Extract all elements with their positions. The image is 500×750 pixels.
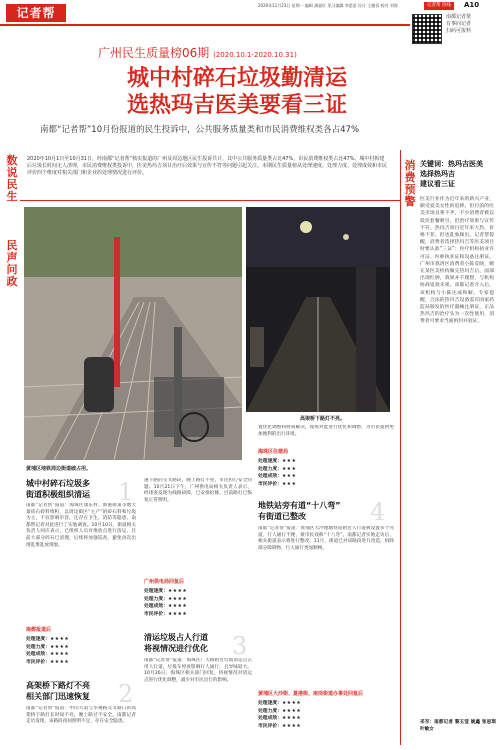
qr-caption-line: 南都记者帮: [446, 14, 472, 20]
rating-row: 处理力度：★★★★: [258, 708, 302, 714]
title-line: 清运垃圾占人行道: [144, 633, 208, 642]
rating-row: 处理速度：★★★★: [258, 701, 302, 706]
right-article-byline: 采写：南都记者 黎玉莹 姚鑫 张思琪 叶敏女: [420, 720, 496, 732]
article-2-continued: 速千路的交叉路段，晚上路灯不亮，市民担心安全问题。10月21日下午，广州供电局相关负责人表示，经排查发现为线路故障，已安排抢修，目前路灯已恢复正常照明。: [144, 478, 252, 503]
title-line: 相关部门迅速恢复: [26, 692, 90, 701]
rating-row: 处理成效：★★★★: [144, 604, 188, 610]
side-label-data: 数说民生: [6, 154, 18, 203]
title-line: 关键词：热玛吉医美: [420, 160, 483, 168]
qr-caption: [446, 14, 496, 35]
rating-row: 市民评价：★★★★: [258, 723, 302, 729]
rating-row: 市民评价：★★★: [258, 481, 297, 487]
top-rule: [0, 24, 410, 26]
edition-tag: 记者帮 热线: [424, 2, 454, 10]
masthead-meta: 2020年11月23日 星期一 编辑 潘福红 见习编辑 李思思 设计 王婕蓉 校对 刘海: [258, 3, 398, 8]
article-3-sub: 海珠区住建局: [258, 449, 289, 455]
photo-caption-left: 黄埔区地铁周边街道破占用。: [26, 466, 92, 472]
side-label-consumer: 消费预警: [404, 159, 416, 208]
title-line: 城中村碎石垃圾多: [26, 479, 90, 488]
page-number: A10: [464, 1, 480, 9]
article-1-sub: 南都报道后: [26, 627, 52, 633]
article-1-body: 南都“记者帮”报道：海珠区康乐村、新港街道等地大量砖石碎料堆积，以周边街区“主产”的碎石料和垃圾为主，不仅影响市容，还存在卫生、消防等隐患。南都帮记者对此进行了实地调查。10月10日，街道相关负责人回应表示，已组织人员对堆放点进行清运，目前大部分碎石已清理，后续将加强巡查，避免再次出现乱堆乱放现象。: [26, 503, 136, 548]
rating-row: 市民评价：★★★★: [144, 611, 188, 617]
article-3-number: 3: [232, 632, 248, 660]
rating-row: 处理力度：★★★: [258, 466, 297, 472]
feature-kicker: [98, 44, 297, 61]
side-label-voice: 民声问政: [6, 239, 18, 288]
title-line: 地铁站旁有道“十八弯”: [258, 501, 341, 510]
rating-row: 处理成效：★★★★: [26, 652, 70, 658]
headline-line-2: 选热玛吉医美要看三证: [126, 93, 347, 118]
kicker-text: 广州民生质量榜06期: [98, 46, 210, 60]
article-4-ratings: [258, 700, 301, 730]
article-3-continued: 置优化调整和协商解决，现场对此进行优化和调整，为市民提供更加便利的出行环境。: [258, 425, 394, 437]
rating-row: 处理力度：★★★★: [26, 644, 70, 650]
article-4-number: 4: [370, 498, 386, 526]
article-3-body: 南都“记者帮”报道：海珠区广大路附近垃圾清运点占用人行道，垃圾车停放影响行人通行，且异味较大。10月26日，海珠区相关部门回复，将视情况对清运点进行优化调整，减少对市民出行的影响。: [144, 658, 252, 683]
article-2-ratings: [144, 588, 187, 618]
title-line: 将视情况进行优化: [144, 644, 208, 653]
article-2-number: 2: [118, 680, 134, 708]
column-rule: [400, 150, 401, 745]
feature-lead: 2020年10月1日至10月31日，经南都“记者帮”核实报道的广州及周边地区民生投诉共计，其中公共服务质量类占比47%，市民消费维权类占比47%。城中村拆建后垃圾长时间无人清理，市民消费维权类投诉中，医美热玛吉项目治疗后效果与宣传不符等问题引起关注。本期民生质量榜从处理速度、处理力度、处理成效和市民评价四个维度对相关部门和企业的处理情况进行评价。: [27, 156, 388, 176]
title-line: 街道积极组织清运: [26, 490, 90, 499]
rating-row: 市民评价：★★★★: [26, 659, 70, 665]
rating-row: 处理速度：★★★★: [144, 589, 188, 594]
rating-row: 处理成效：★★★★: [258, 716, 302, 722]
rating-row: 处理速度：★★★★: [26, 637, 70, 642]
divider: [20, 200, 400, 201]
title-line: 高架桥下路灯不亮: [26, 681, 90, 690]
title-line: 建议看三证: [420, 180, 455, 188]
feature-headline: [72, 65, 402, 119]
title-line: 有街道已整改: [258, 512, 306, 521]
brand-logo: 记者帮: [6, 4, 66, 22]
kicker-period: (2020.10.1-2020.10.31): [213, 51, 297, 59]
qr-code-icon[interactable]: [412, 14, 442, 44]
article-2-body: 南都“记者帮”报道：中山大道与华观路交叉路口的高架桥下路灯长时间不亮，晚上路过不安全。南都记者走访发现，该路段夜间照明不足，存在安全隐患。: [26, 706, 136, 725]
photo-caption-right: 高架桥下路灯不亮。: [300, 416, 346, 422]
feature-subhead: 南都“记者帮”10月份报道的民生投诉中，公共服务质量类和市民消费维权类各占47%: [40, 125, 360, 135]
photo-sidewalk: [24, 207, 242, 460]
article-1-ratings: [26, 636, 69, 666]
qr-caption-line: 扫码可报料: [446, 28, 472, 34]
article-4-body: 南都“记者帮”报道：黄埔区大沙地地铁站附近人行道被设置多个弯道，行人通行不便，被市民戏称“十八弯”。南都记者实地走访后，相关街道表示将进行整改。11月，街道已对该路段进行改造，拆除部分障碍物，行人通行更加顺畅。: [258, 526, 394, 551]
title-line: 选择热玛吉: [420, 170, 455, 178]
right-article-title: [420, 159, 500, 189]
article-3-ratings: [258, 458, 296, 488]
article-4-sub: 黄埔区大沙街、夏港街、南岗街道办事处回复后: [258, 691, 364, 697]
qr-caption-line: 有事问记者: [446, 21, 472, 27]
article-2-sub: 广州供电局回复后: [144, 579, 185, 585]
photo-bridge: [246, 207, 390, 412]
rating-row: 处理速度：★★★: [258, 459, 297, 464]
article-1-number: 1: [118, 478, 134, 506]
rating-row: 处理成效：★★★: [258, 474, 297, 480]
headline-line-1: 城中村碎石垃圾勤清运: [126, 66, 347, 91]
rating-row: 处理力度：★★★★: [144, 596, 188, 602]
right-article-body: 医美行业作为近年来的新兴产业，颇受爱美女性的追捧。但目前的医美市场良莠不齐，不少消费者被以低价套餐吸引，但治疗效果与宣传不符。热玛吉项目近年来大热，价格不菲，但也乱象频出。记者帮提醒，消费者选择热玛吉等医美项目时要认准“三证”：医疗机构执业许可证、医师执业证和设备注册证。广州市荔湾区消费者小陈反映，她在某医美机构做完热玛吉后，面部出现红肿，效果并不理想，与机构协商退款未果。南都记者介入后，该机构与小陈达成和解。专家提醒，合法的热玛吉设备需有国家药监局颁发的医疗器械注册证，正品热玛吉的治疗头为一次性使用，消费者可要求当面拆封并验证。: [420, 197, 494, 325]
